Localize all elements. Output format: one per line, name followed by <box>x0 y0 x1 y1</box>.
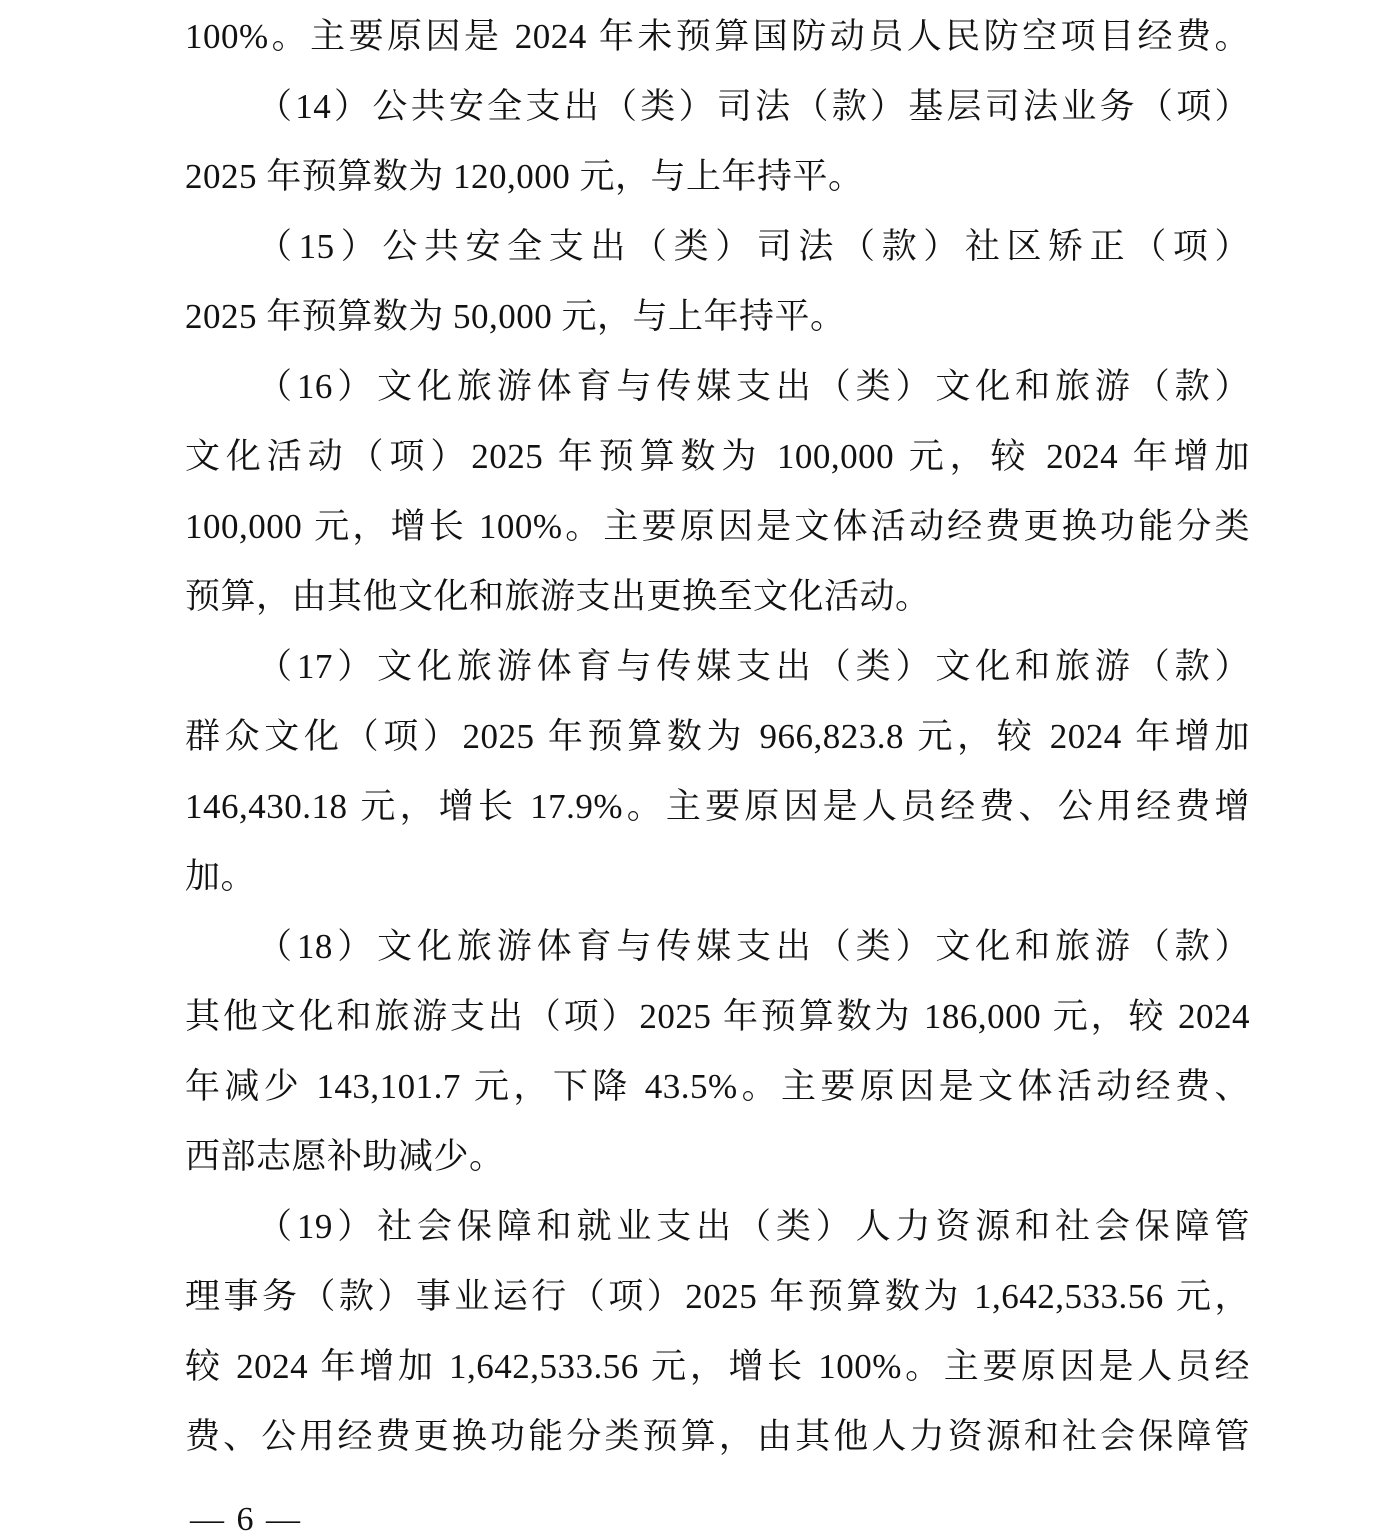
text-line: （19）社会保障和就业支出（类）人力资源和社会保障管 <box>257 1207 1250 1246</box>
text-line: 群众文化（项）2025 年预算数为 966,823.8 元，较 2024 年增加 <box>185 717 1250 756</box>
text-line: 146,430.18 元，增长 17.9%。主要原因是人员经费、公用经费增 <box>185 787 1250 826</box>
text-line: 年减少 143,101.7 元，下降 43.5%。主要原因是文体活动经费、 <box>185 1067 1250 1106</box>
text-line: 100,000 元，增长 100%。主要原因是文体活动经费更换功能分类 <box>185 507 1250 546</box>
text-line: 理事务（款）事业运行（项）2025 年预算数为 1,642,533.56 元， <box>185 1277 1250 1316</box>
text-line: （15）公共安全支出（类）司法（款）社区矫正（项） <box>257 227 1250 266</box>
text-line: 文化活动（项）2025 年预算数为 100,000 元，较 2024 年增加 <box>185 437 1250 476</box>
page-number: — 6 — <box>190 1501 302 1538</box>
text-line: 2025 年预算数为 50,000 元，与上年持平。 <box>185 297 846 336</box>
text-line: （18）文化旅游体育与传媒支出（类）文化和旅游（款） <box>257 927 1250 966</box>
text-line: 预算，由其他文化和旅游支出更换至文化活动。 <box>185 577 931 616</box>
text-line: 加。 <box>185 857 257 896</box>
text-line: 2025 年预算数为 120,000 元，与上年持平。 <box>185 157 864 196</box>
text-line: （17）文化旅游体育与传媒支出（类）文化和旅游（款） <box>257 647 1250 686</box>
text-line: （16）文化旅游体育与传媒支出（类）文化和旅游（款） <box>257 367 1250 406</box>
text-line: 其他文化和旅游支出（项）2025 年预算数为 186,000 元，较 2024 <box>185 997 1250 1036</box>
text-line: 100%。主要原因是 2024 年未预算国防动员人民防空项目经费。 <box>185 17 1250 56</box>
document-body <box>185 2 1250 1472</box>
text-line: 较 2024 年增加 1,642,533.56 元，增长 100%。主要原因是人员经 <box>185 1347 1250 1386</box>
text-line: 西部志愿补助减少。 <box>185 1137 505 1176</box>
text-line: （14）公共安全支出（类）司法（款）基层司法业务（项） <box>257 87 1250 126</box>
text-line: 费、公用经费更换功能分类预算，由其他人力资源和社会保障管 <box>185 1417 1250 1456</box>
